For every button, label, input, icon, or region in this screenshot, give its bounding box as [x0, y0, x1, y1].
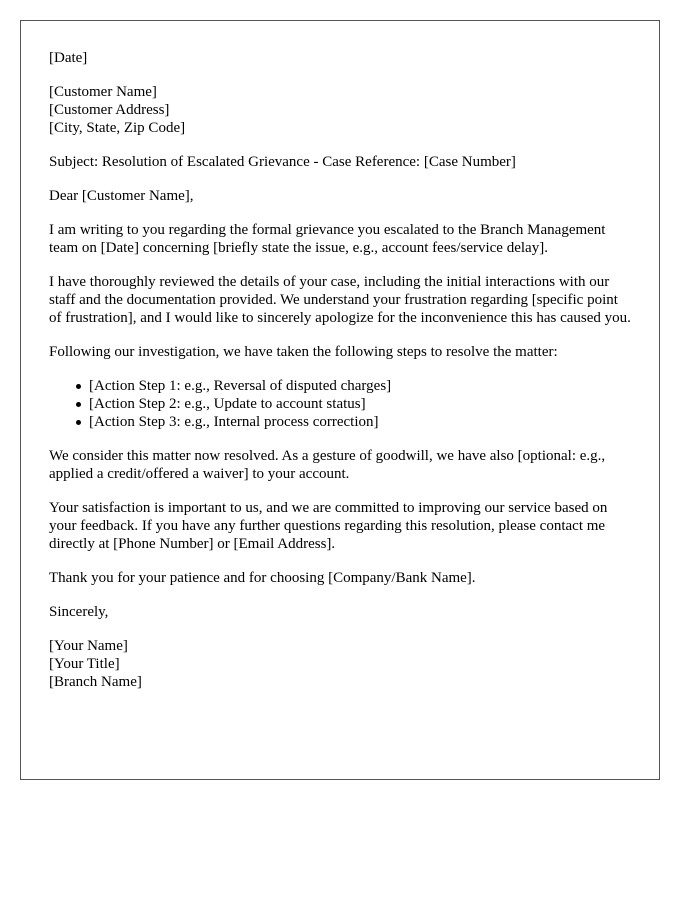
body-paragraph-steps-intro: Following our investigation, we have taken the following steps to resolve the matter: — [49, 344, 558, 360]
signature-title: [Your Title] — [49, 656, 120, 672]
recipient-city: [City, State, Zip Code] — [49, 120, 186, 136]
recipient-address: [Customer Address] — [49, 102, 170, 118]
subject-line: Subject: Resolution of Escalated Grievance - Case Reference: [Case Number] — [49, 154, 516, 170]
body-paragraph-intro: I am writing to you regarding the formal grievance you escalated to the Branch Management team on [Date] concerning [briefly state the issue, e.g., account fees/service delay]. — [49, 222, 606, 256]
signoff: Sincerely, — [49, 604, 109, 620]
list-item: [Action Step 1: e.g., Reversal of disputed charges] — [89, 377, 631, 395]
signature-branch: [Branch Name] — [49, 674, 142, 690]
body-paragraph-resolved: We consider this matter now resolved. As a gesture of goodwill, we have also [optional: e.g., applied a credit/offered a waiver] to your account. — [49, 448, 606, 482]
body-paragraph-thanks: Thank you for your patience and for choosing [Company/Bank Name]. — [49, 570, 476, 586]
list-item: [Action Step 3: e.g., Internal process correction] — [89, 413, 631, 431]
signature-block — [49, 637, 631, 691]
list-item: [Action Step 2: e.g., Update to account status] — [89, 395, 631, 413]
letter-page — [20, 20, 660, 780]
body-paragraph-satisfaction: Your satisfaction is important to us, and we are committed to improving our service based on your feedback. If you have any further questions regarding this resolution, please contact me directly at [Phone Number] or [Email Address]. — [49, 500, 608, 552]
recipient-name: [Customer Name] — [49, 84, 157, 100]
signature-name: [Your Name] — [49, 638, 128, 654]
salutation: Dear [Customer Name], — [49, 188, 194, 204]
recipient-block — [49, 83, 631, 137]
letter-date: [Date] — [49, 50, 88, 66]
action-steps-list — [49, 377, 631, 431]
body-paragraph-review: I have thoroughly reviewed the details of your case, including the initial interactions with our staff and the documentation provided. We understand your frustration regarding [specific point of frustration], and I would like to sincerely apologize for the inconvenience this has caused you. — [49, 274, 631, 326]
